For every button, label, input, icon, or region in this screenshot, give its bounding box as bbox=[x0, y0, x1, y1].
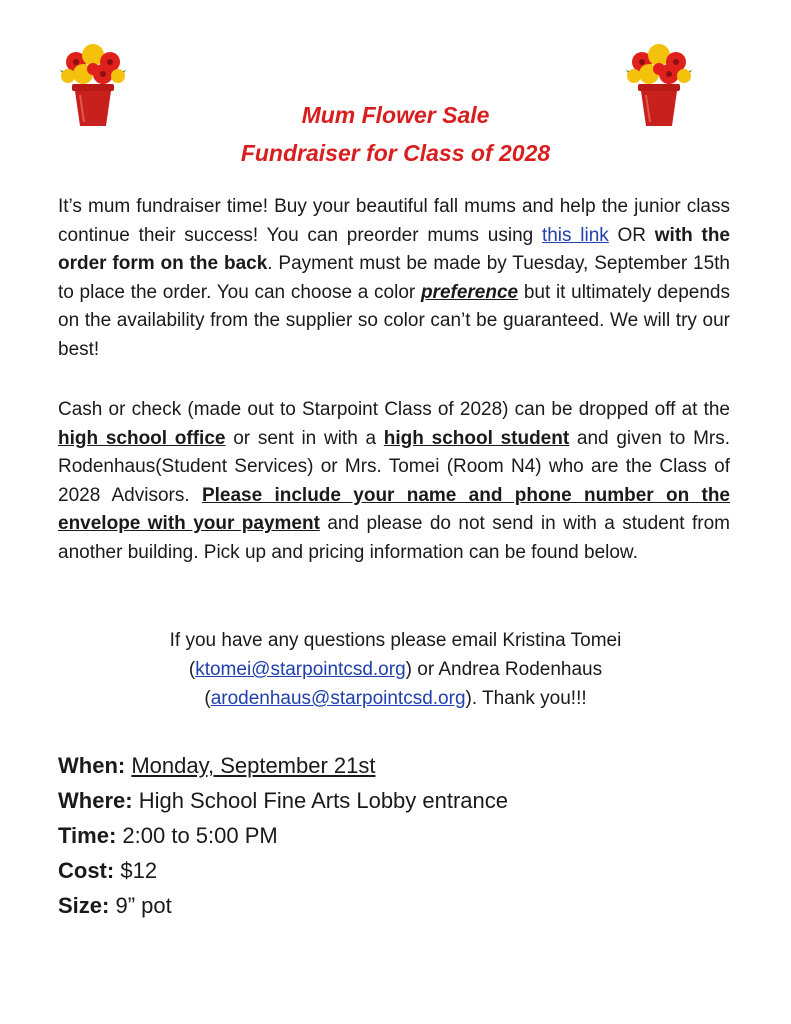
intro-text-1: It’s mum fundraiser time! Buy your beautiful fall mums and help the junior class continue their success! You can preorder mums using bbox=[58, 196, 730, 246]
when-label: When: bbox=[58, 753, 126, 778]
intro-text-4: but it ultimately depends on the availability from the supplier so color can’t be guaranteed. We will try our best! bbox=[58, 281, 730, 360]
intro-paragraph bbox=[58, 193, 730, 365]
paren-open: ( bbox=[188, 659, 196, 680]
payment-text-3: and given to Mrs. Rodenhaus(Student Services) or Mrs. Tomei (Room N4) who are the Class of 2028 Advisors. bbox=[58, 427, 730, 506]
title-line-2: Fundraiser for Class of 2028 bbox=[240, 140, 551, 166]
payment-text-1: Cash or check (made out to Starpoint Class of 2028) can be dropped off at the bbox=[58, 399, 730, 420]
contact-line-1: If you have any questions please email Kristina Tomei bbox=[169, 630, 622, 651]
time-value: 2:00 to 5:00 PM bbox=[122, 823, 278, 848]
preference-emphasis: preference bbox=[420, 281, 519, 303]
paren-open-2: ( bbox=[204, 688, 211, 709]
cost-row bbox=[58, 853, 508, 888]
cost-value: $12 bbox=[120, 858, 158, 883]
when-value: Monday, September 21st bbox=[131, 753, 376, 778]
cost-label: Cost: bbox=[58, 858, 115, 883]
payment-text-4: and please do not send in with a student from another building. Pick up and pricing information can be found below. bbox=[58, 513, 730, 563]
order-form-note: with the order form on the back bbox=[58, 224, 730, 275]
email-arodenhaus-link[interactable]: arodenhaus@starpointcsd.org bbox=[210, 688, 466, 709]
time-label: Time: bbox=[58, 823, 117, 848]
event-details bbox=[58, 748, 508, 923]
size-value: 9” pot bbox=[115, 893, 172, 918]
size-row bbox=[58, 888, 508, 923]
contact-line-3 bbox=[0, 684, 791, 713]
title-line-1: Mum Flower Sale bbox=[301, 102, 490, 128]
contact-mid-text: ) or Andrea Rodenhaus bbox=[405, 659, 603, 680]
preorder-link[interactable]: this link bbox=[541, 224, 609, 246]
high-school-office-emphasis: high school office bbox=[58, 427, 226, 449]
intro-text-3: . Payment must be made by Tuesday, September 15th to place the order. You can choose a color bbox=[58, 253, 730, 303]
size-label: Size: bbox=[58, 893, 110, 918]
contact-block bbox=[0, 626, 791, 713]
where-row bbox=[58, 783, 508, 818]
payment-text-2: or sent in with a bbox=[225, 427, 384, 449]
time-row bbox=[58, 818, 508, 853]
high-school-student-emphasis: high school student bbox=[383, 427, 570, 449]
when-row bbox=[58, 748, 508, 783]
email-ktomei-link[interactable]: ktomei@starpointcsd.org bbox=[195, 659, 406, 680]
where-label: Where: bbox=[58, 788, 133, 813]
envelope-instruction-emphasis: Please include your name and phone number on the envelope with your payment bbox=[58, 484, 730, 535]
contact-end-text: ). Thank you!!! bbox=[465, 688, 587, 709]
intro-text-2: OR bbox=[608, 224, 655, 246]
contact-line-2 bbox=[0, 655, 791, 684]
payment-paragraph bbox=[58, 396, 730, 568]
where-value: High School Fine Arts Lobby entrance bbox=[138, 788, 509, 813]
